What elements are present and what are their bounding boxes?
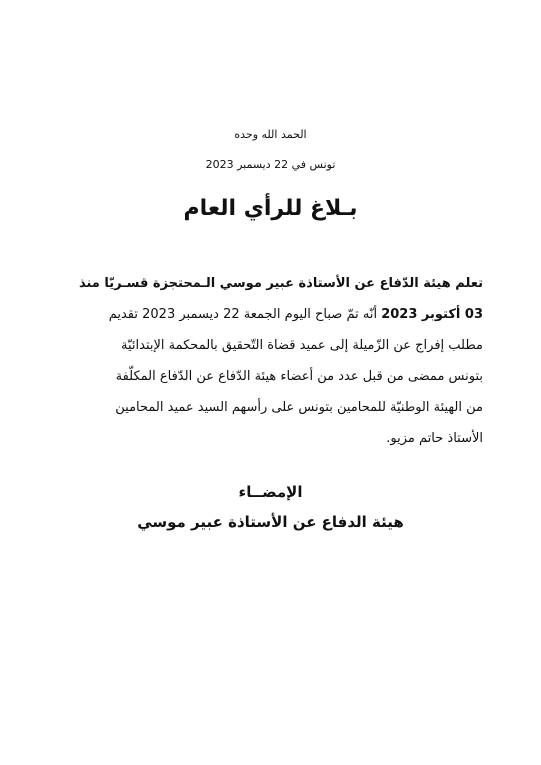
date-line: تونس في 22 ديسمبر 2023 bbox=[205, 158, 336, 171]
opening-phrase: الحمد الله وحده bbox=[234, 128, 307, 141]
statement-body bbox=[53, 268, 483, 454]
body-line-6: الأستاذ حاتم مزيو. bbox=[386, 431, 483, 446]
signature-label: الإمضــاء bbox=[238, 483, 303, 501]
signature-name: هيئة الدفاع عن الأستاذة عبير موسي bbox=[137, 513, 404, 531]
body-line-3: مطلب إفراج عن الزّميلة إلى عميد قضاة التّحقيق بالمحكمة الإبتدائيّة bbox=[121, 338, 483, 353]
body-line-2-date: 03 أكتوبر 2023 bbox=[381, 307, 483, 322]
page-title: بـلاغ للرأي العام bbox=[183, 196, 358, 221]
body-line-1: تعلم هيئة الدّفاع عن الأستاذة عبير موسي الـمحتجزة قسـريّا منذ bbox=[78, 276, 483, 291]
body-line-2-text: أنّه تمّ صباح اليوم الجمعة 22 ديسمبر 2023 تقديم bbox=[108, 307, 382, 322]
body-line-2 bbox=[53, 299, 483, 330]
body-line-5: من الهيئة الوطنيّة للمحامين بتونس على رأسهم السيد عميد المحامين bbox=[115, 400, 483, 415]
body-line-4: بتونس ممضى من قبل عدد من أعضاء هيئة الدّفاع عن الدّفاع المكلّفة bbox=[115, 369, 483, 384]
